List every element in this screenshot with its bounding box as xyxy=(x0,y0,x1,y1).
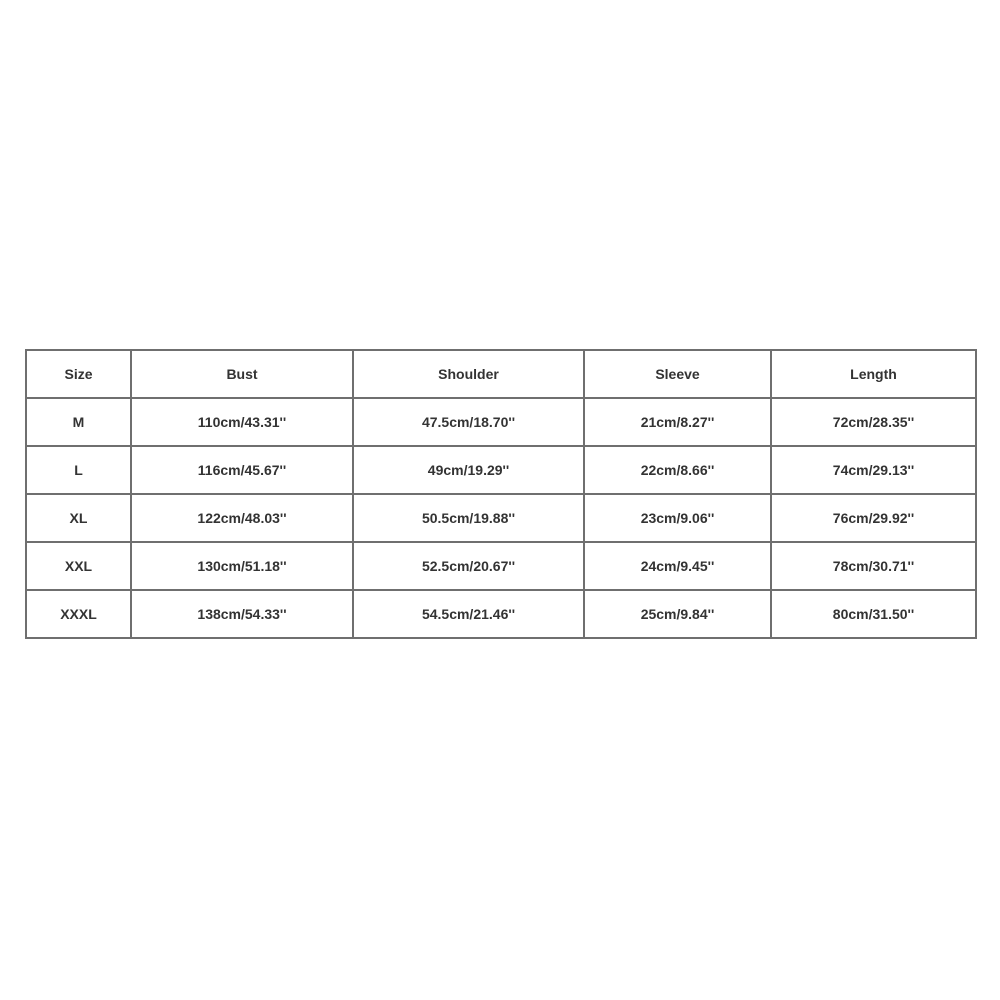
cell-length: 76cm/29.92'' xyxy=(771,494,976,542)
cell-length: 72cm/28.35'' xyxy=(771,398,976,446)
header-sleeve: Sleeve xyxy=(584,350,771,398)
cell-sleeve: 25cm/9.84'' xyxy=(584,590,771,638)
cell-size: XXL xyxy=(26,542,131,590)
table-row xyxy=(26,446,976,494)
table-row xyxy=(26,590,976,638)
cell-length: 74cm/29.13'' xyxy=(771,446,976,494)
cell-bust: 116cm/45.67'' xyxy=(131,446,353,494)
header-bust: Bust xyxy=(131,350,353,398)
cell-shoulder: 52.5cm/20.67'' xyxy=(353,542,584,590)
size-chart-table xyxy=(25,349,977,639)
cell-sleeve: 23cm/9.06'' xyxy=(584,494,771,542)
header-shoulder: Shoulder xyxy=(353,350,584,398)
cell-length: 80cm/31.50'' xyxy=(771,590,976,638)
cell-size: XXXL xyxy=(26,590,131,638)
cell-sleeve: 21cm/8.27'' xyxy=(584,398,771,446)
cell-bust: 130cm/51.18'' xyxy=(131,542,353,590)
cell-sleeve: 22cm/8.66'' xyxy=(584,446,771,494)
cell-shoulder: 50.5cm/19.88'' xyxy=(353,494,584,542)
cell-size: L xyxy=(26,446,131,494)
cell-sleeve: 24cm/9.45'' xyxy=(584,542,771,590)
header-size: Size xyxy=(26,350,131,398)
header-length: Length xyxy=(771,350,976,398)
cell-shoulder: 54.5cm/21.46'' xyxy=(353,590,584,638)
table-header-row xyxy=(26,350,976,398)
cell-length: 78cm/30.71'' xyxy=(771,542,976,590)
cell-shoulder: 49cm/19.29'' xyxy=(353,446,584,494)
cell-size: M xyxy=(26,398,131,446)
table-row xyxy=(26,398,976,446)
cell-bust: 110cm/43.31'' xyxy=(131,398,353,446)
table-row xyxy=(26,494,976,542)
cell-bust: 122cm/48.03'' xyxy=(131,494,353,542)
cell-size: XL xyxy=(26,494,131,542)
table-row xyxy=(26,542,976,590)
cell-shoulder: 47.5cm/18.70'' xyxy=(353,398,584,446)
cell-bust: 138cm/54.33'' xyxy=(131,590,353,638)
